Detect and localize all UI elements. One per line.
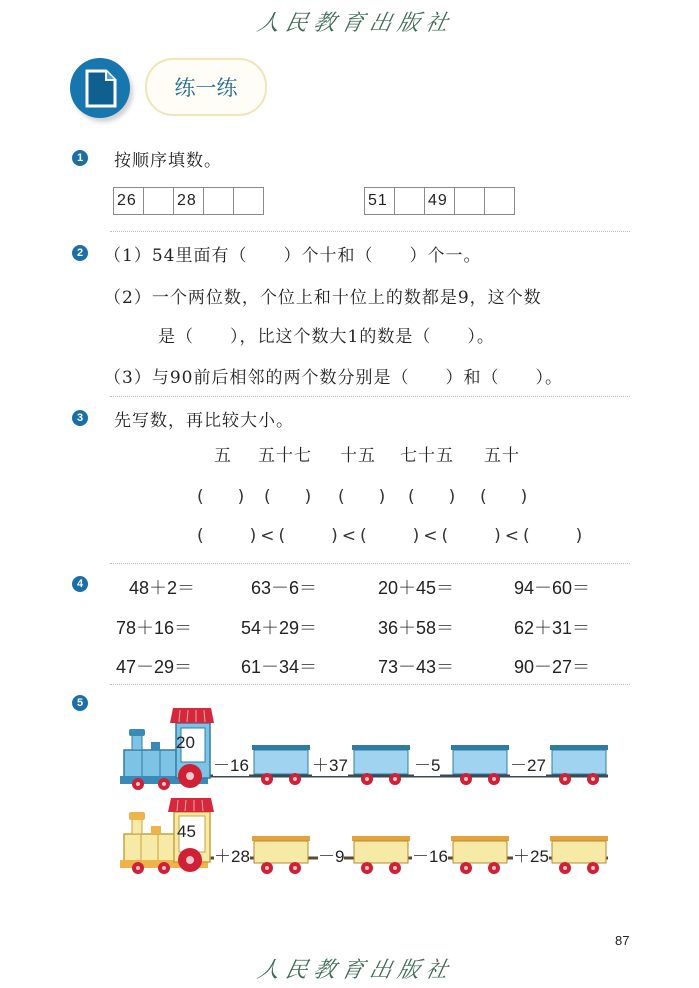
calc-item: 94－60＝: [514, 578, 591, 598]
q2-part-2-line-2: 是（ ），比这个数大1的数是（ ）。: [158, 327, 495, 347]
q2-part-2-line-1: （2）一个两位数，个位上和十位上的数都是9，这个数: [104, 288, 542, 308]
sequence-cell[interactable]: 49: [424, 187, 455, 215]
train-operation: －16: [412, 842, 448, 867]
sequence-cell[interactable]: 26: [113, 187, 144, 215]
calc-item: 36＋58＝: [378, 618, 455, 638]
divider: [110, 563, 630, 564]
q3-comparison[interactable]: ( )<( )<( )<( )<( ): [197, 526, 587, 546]
train-operation: －16: [213, 751, 249, 776]
q1-prompt: 按顺序填数。: [114, 151, 222, 171]
q3-word: 五十: [484, 446, 520, 466]
train-operation: －9: [318, 842, 344, 867]
q1-sequence-b: [365, 187, 515, 215]
train-operation: ＋25: [513, 842, 549, 867]
train-start-value: 45: [177, 822, 196, 841]
calc-item: 73－43＝: [378, 657, 455, 677]
train-operation: －27: [510, 751, 546, 776]
calc-item: 63－6＝: [251, 578, 318, 598]
q3-blank[interactable]: ( ): [197, 487, 245, 507]
q1-sequence-a: [114, 187, 264, 215]
train-operation: ＋37: [312, 751, 348, 776]
train-operation: －5: [414, 751, 440, 776]
train-blue: [118, 704, 618, 790]
divider: [110, 396, 630, 397]
train-yellow: [118, 796, 618, 882]
sequence-cell[interactable]: [203, 187, 234, 215]
calc-item: 90－27＝: [514, 657, 591, 677]
question-badge-5: 5: [72, 695, 88, 711]
q2-part-1: （1）54里面有（ ）个十和（ ）个一。: [104, 246, 482, 266]
publisher-logo: 人民教育出版社: [254, 11, 457, 36]
question-badge-2: 2: [72, 245, 88, 261]
calc-item: 78＋16＝: [116, 618, 193, 638]
divider: [110, 231, 630, 232]
sequence-cell[interactable]: [454, 187, 485, 215]
document-icon: [70, 58, 130, 118]
calc-item: 48＋2＝: [129, 578, 196, 598]
train-operation: ＋28: [214, 842, 250, 867]
sequence-cell[interactable]: 28: [173, 187, 204, 215]
question-badge-3: 3: [72, 410, 88, 426]
q3-word: 七十五: [400, 446, 454, 466]
q3-prompt: 先写数，再比较大小。: [114, 411, 294, 431]
publisher-logo-footer: 人民教育出版社: [254, 958, 457, 983]
sequence-cell[interactable]: [394, 187, 425, 215]
calc-item: 47－29＝: [116, 657, 193, 677]
q3-word: 五: [214, 446, 232, 466]
question-badge-1: 1: [72, 150, 88, 166]
q3-word: 五十七: [258, 446, 312, 466]
sequence-cell[interactable]: [143, 187, 174, 215]
divider: [110, 684, 630, 685]
calc-item: 54＋29＝: [241, 618, 318, 638]
calc-item: 62＋31＝: [514, 618, 591, 638]
q3-word: 十五: [340, 446, 376, 466]
q3-blank[interactable]: ( ): [264, 487, 312, 507]
calc-item: 20＋45＝: [378, 578, 455, 598]
sequence-cell[interactable]: [233, 187, 264, 215]
q3-blank[interactable]: ( ): [338, 487, 386, 507]
q2-part-3: （3）与90前后相邻的两个数分别是（ ）和（ ）。: [104, 368, 563, 388]
q3-blank[interactable]: ( ): [408, 487, 456, 507]
q3-blank[interactable]: ( ): [480, 487, 528, 507]
section-title: 练一练: [145, 58, 267, 116]
train-start-value: 20: [176, 733, 195, 752]
question-badge-4: 4: [72, 576, 88, 592]
sequence-cell[interactable]: 51: [364, 187, 395, 215]
calc-item: 61－34＝: [241, 657, 318, 677]
sequence-cell[interactable]: [484, 187, 515, 215]
page-number: 87: [615, 933, 630, 948]
